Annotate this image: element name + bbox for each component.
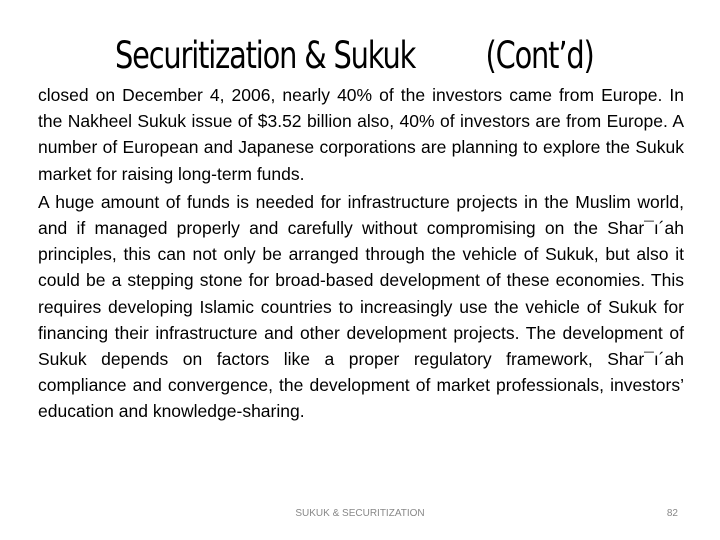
slide-title-main: Securitization & Sukuk xyxy=(115,34,416,77)
slide-title-continued: (Cont’d) xyxy=(485,34,594,77)
slide-body xyxy=(38,82,684,427)
body-paragraph-1: closed on December 4, 2006, nearly 40% of the investors came from Europe. In the Nakheel Sukuk issue of $3.52 billion also, 40% of investors are from Europe. A number of European and Japanese corporations are planning to explore the Sukuk market for raising long-term funds. xyxy=(38,85,684,184)
slide-footer: SUKUK & SECURITIZATION xyxy=(295,508,425,519)
body-paragraph-2: A huge amount of funds is needed for infrastructure projects in the Muslim world, and if managed properly and carefully without compromising on the Shar¯ı´ah principles, this can not only be arranged through the vehicle of Sukuk, but also it could be a stepping stone for broad-based development of these economies. This requires developing Islamic countries to increasingly use the vehicle of Sukuk for financing their infrastructure and other development projects. The development of Sukuk depends on factors like a proper regulatory framework, Shar¯ı´ah compliance and convergence, the development of market professionals, investors’ education and knowledge-sharing. xyxy=(38,191,684,422)
slide-title xyxy=(25,28,594,84)
page-number: 82 xyxy=(666,508,678,519)
